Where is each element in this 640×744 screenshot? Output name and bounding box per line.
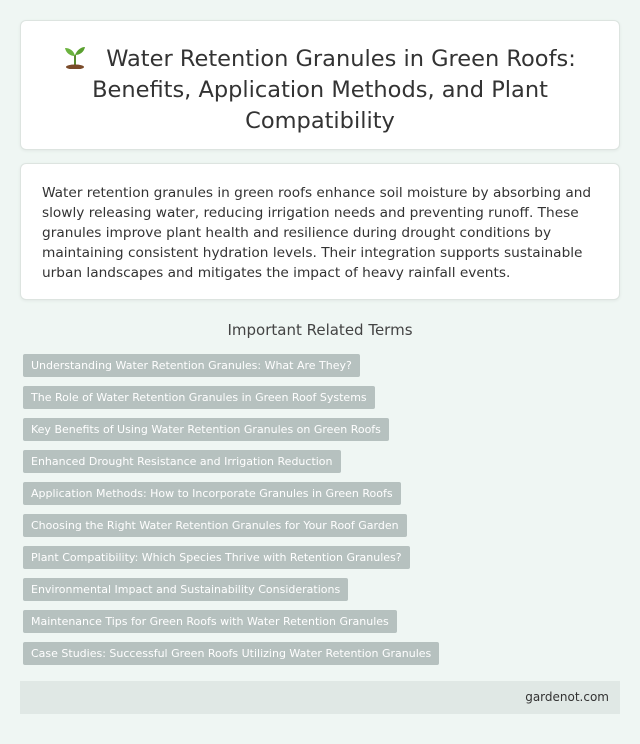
footer-site-link[interactable]: gardenot.com <box>525 690 609 704</box>
term-tag[interactable]: Environmental Impact and Sustainability Considerations <box>23 578 348 601</box>
term-tag[interactable]: Maintenance Tips for Green Roofs with Water Retention Granules <box>23 610 397 633</box>
term-tag[interactable]: Understanding Water Retention Granules: What Are They? <box>23 354 360 377</box>
term-tag[interactable]: The Role of Water Retention Granules in Green Roof Systems <box>23 386 375 409</box>
page-title-text: Water Retention Granules in Green Roofs: Benefits, Application Methods, and Plant Compatibility <box>92 46 576 134</box>
footer <box>20 681 620 714</box>
related-terms-list <box>23 354 439 674</box>
related-terms-heading: Important Related Terms <box>227 321 413 339</box>
term-tag[interactable]: Key Benefits of Using Water Retention Granules on Green Roofs <box>23 418 389 441</box>
term-tag[interactable]: Case Studies: Successful Green Roofs Utilizing Water Retention Granules <box>23 642 439 665</box>
term-tag[interactable]: Plant Compatibility: Which Species Thrive with Retention Granules? <box>23 546 410 569</box>
summary-card <box>20 163 620 300</box>
term-tag[interactable]: Choosing the Right Water Retention Granules for Your Roof Garden <box>23 514 407 537</box>
title-card <box>20 20 620 150</box>
term-tag[interactable]: Application Methods: How to Incorporate Granules in Green Roofs <box>23 482 401 505</box>
term-tag[interactable]: Enhanced Drought Resistance and Irrigation Reduction <box>23 450 341 473</box>
page-title <box>21 21 619 137</box>
summary-text: Water retention granules in green roofs enhance soil moisture by absorbing and slowly releasing water, reducing irrigation needs and preventing runoff. These granules improve plant health and resilience during drought conditions by maintaining consistent hydration levels. Their integration supports sustainable urban landscapes and mitigates the impact of heavy rainfall events. <box>42 185 592 281</box>
sprout-icon <box>64 43 86 69</box>
